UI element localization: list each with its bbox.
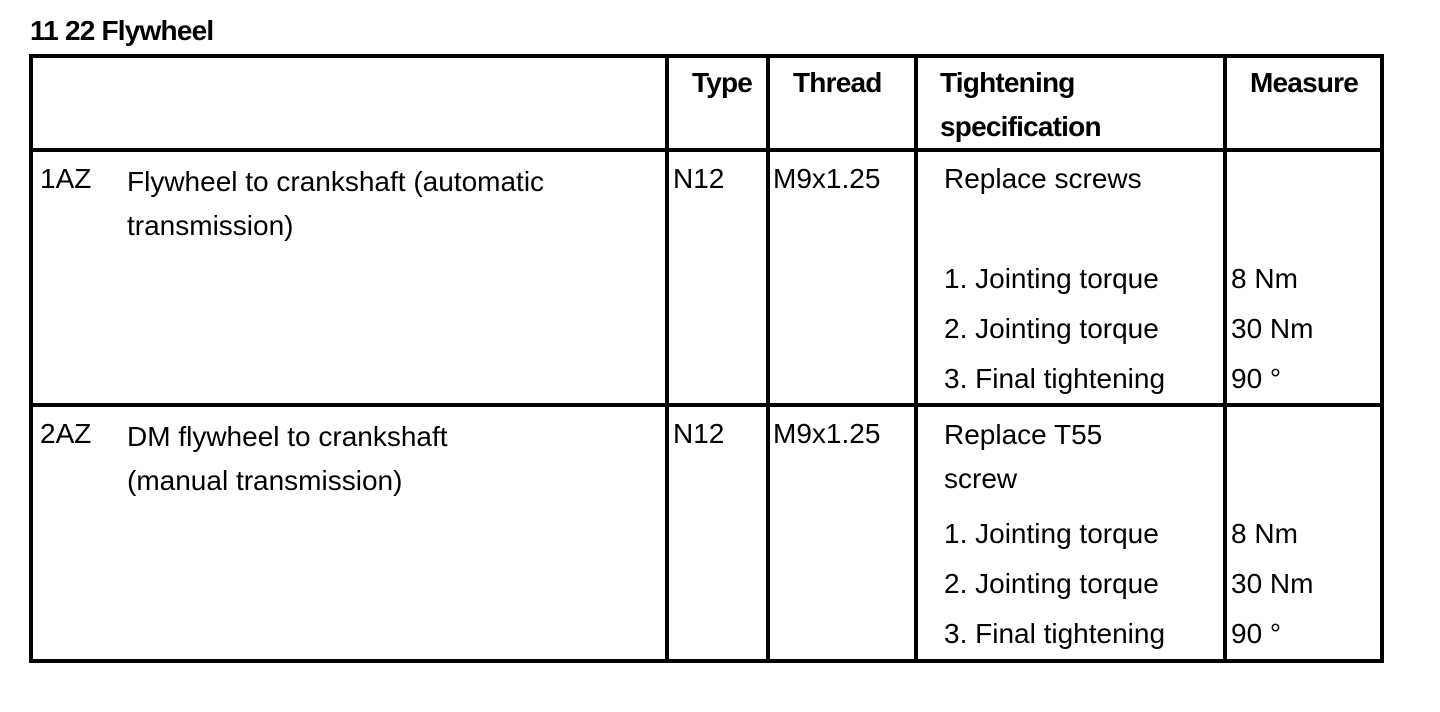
row-thread: M9x1.25 bbox=[773, 418, 881, 449]
row-spec-line1: Replace T55 bbox=[944, 419, 1103, 450]
header-thread: Thread bbox=[793, 67, 882, 98]
column-divider-type bbox=[665, 54, 669, 663]
column-divider-thread bbox=[766, 54, 770, 663]
row-id: 1AZ bbox=[40, 163, 92, 194]
row-description-line2: transmission) bbox=[127, 210, 294, 241]
step-label: 3. Final tightening bbox=[944, 618, 1166, 649]
step-label: 2. Jointing torque bbox=[944, 568, 1159, 599]
step-measure: 8 Nm bbox=[1231, 263, 1298, 294]
header-type: Type bbox=[692, 67, 753, 98]
row-description-line1: Flywheel to crankshaft (automatic bbox=[127, 166, 545, 197]
header-tightening-line2: specification bbox=[940, 111, 1101, 142]
header-measure: Measure bbox=[1250, 67, 1359, 98]
step-measure: 30 Nm bbox=[1231, 313, 1314, 344]
step-label: 2. Jointing torque bbox=[944, 313, 1159, 344]
row-spec-line1: Replace screws bbox=[944, 163, 1142, 194]
row-thread: M9x1.25 bbox=[773, 163, 881, 194]
row-type: N12 bbox=[673, 418, 725, 449]
step-measure: 8 Nm bbox=[1231, 518, 1298, 549]
row-divider bbox=[29, 403, 1384, 407]
row-spec-line2: screw bbox=[944, 463, 1018, 494]
row-type: N12 bbox=[673, 163, 725, 194]
page-title: 11 22 Flywheel bbox=[30, 15, 214, 46]
header-tightening-line1: Tightening bbox=[940, 67, 1075, 98]
header-divider bbox=[29, 148, 1384, 152]
step-measure: 90 ° bbox=[1231, 363, 1282, 394]
column-divider-tightening bbox=[914, 54, 918, 663]
step-label: 1. Jointing torque bbox=[944, 518, 1159, 549]
row-description-line2: (manual transmission) bbox=[127, 465, 403, 496]
table-border bbox=[29, 54, 1384, 663]
step-label: 1. Jointing torque bbox=[944, 263, 1159, 294]
row-id: 2AZ bbox=[40, 418, 92, 449]
step-measure: 90 ° bbox=[1231, 618, 1282, 649]
row-description-line1: DM flywheel to crankshaft bbox=[127, 421, 448, 452]
step-label: 3. Final tightening bbox=[944, 363, 1166, 394]
column-divider-measure bbox=[1223, 54, 1227, 663]
step-measure: 30 Nm bbox=[1231, 568, 1314, 599]
